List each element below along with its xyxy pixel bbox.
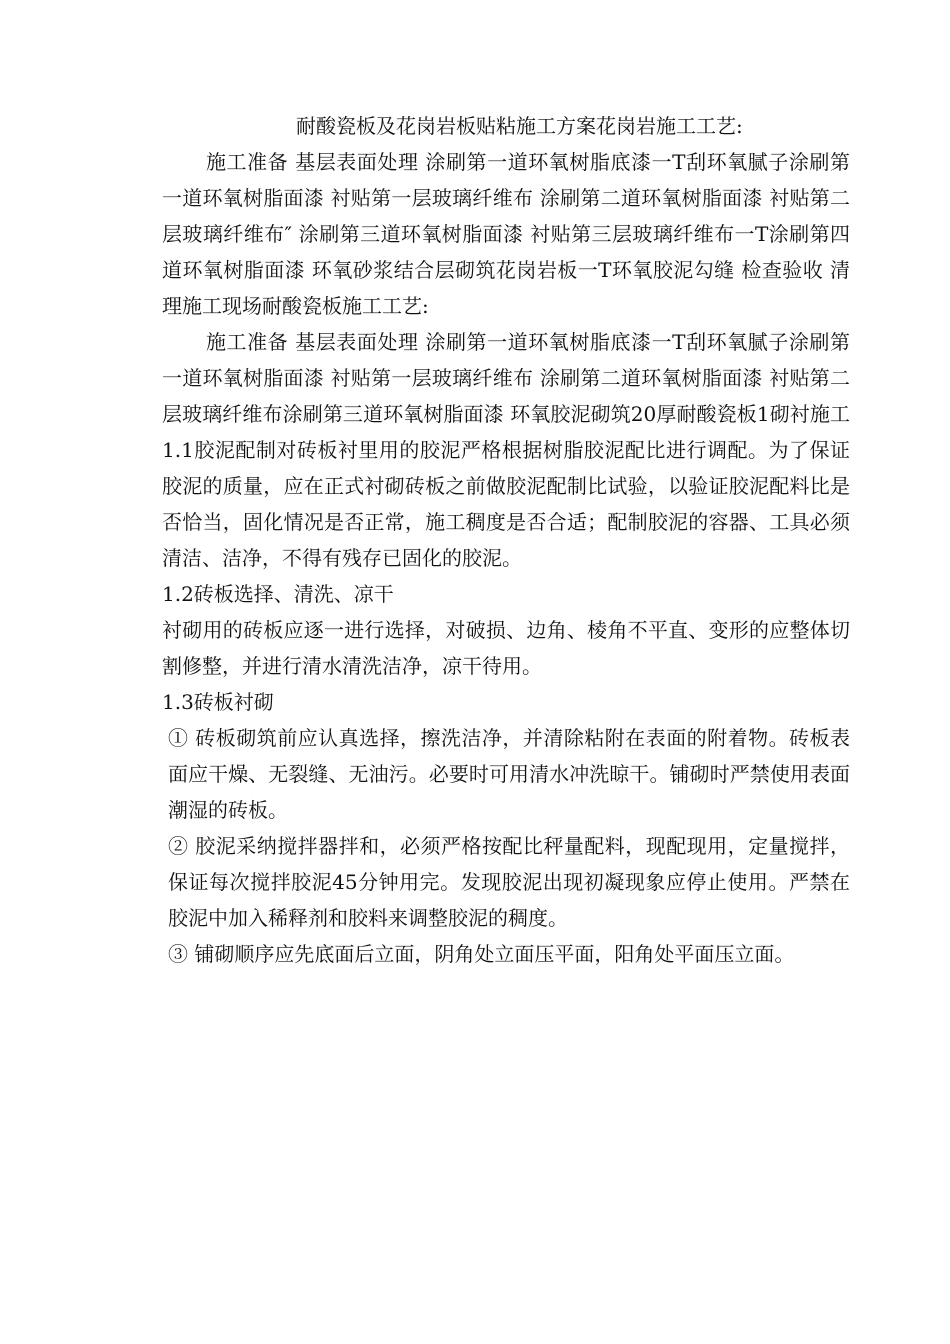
section-body-1-2: 衬砌用的砖板应逐一进行选择，对破损、边角、棱角不平直、变形的应整体切割修整，并进行清水清洗洁净，凉干待用。 bbox=[162, 618, 850, 678]
paragraph-granite-process: 施工准备 基层表面处理 涂刷第一道环氧树脂底漆一T刮环氧腻子涂刷第一道环氧树脂面漆 衬贴第一层玻璃纤维布 涂刷第二道环氧树脂面漆 衬贴第二层玻璃纤维布″ 涂刷第三道环氧树脂面漆 衬贴第三层玻璃纤维布一T涂刷第四道环氧树脂面漆 环氧砂浆结合层砌筑花岗岩板一T环氧胶泥勾缝 检查验收 清理施工现场耐酸瓷板施工工艺: bbox=[162, 150, 850, 318]
document-body bbox=[162, 108, 850, 972]
list-item-2: ② 胶泥采纳搅拌器拌和，必须严格按配比秤量配料，现配现用，定量搅拌，保证每次搅拌胶泥45分钟用完。发现胶泥出现初凝现象应停止使用。严禁在胶泥中加入稀释剂和胶料来调整胶泥的稠度。 bbox=[168, 834, 850, 930]
paragraph-acid-tile-process: 施工准备 基层表面处理 涂刷第一道环氧树脂底漆一T刮环氧腻子涂刷第一道环氧树脂面漆 衬贴第一层玻璃纤维布 涂刷第二道环氧树脂面漆 衬贴第二层玻璃纤维布涂刷第三道环氧树脂面漆 环氧胶泥砌筑20厚耐酸瓷板1砌衬施工1.1胶泥配制对砖板衬里用的胶泥严格根据树脂胶泥配比进行调配。为了保证胶泥的质量，应在正式衬砌砖板之前做胶泥配制比试验，以验证胶泥配料比是否恰当，固化情况是否正常，施工稠度是否合适；配制胶泥的容器、工具必须清洁、洁净，不得有残存已固化的胶泥。 bbox=[162, 330, 850, 570]
list-item-3: ③ 铺砌顺序应先底面后立面，阴角处立面压平面，阳角处平面压立面。 bbox=[168, 942, 795, 966]
section-heading-1-3: 1.3砖板衬砌 bbox=[162, 690, 274, 714]
section-heading-1-2: 1.2砖板选择、清洗、凉干 bbox=[162, 582, 394, 606]
list-item-1: ① 砖板砌筑前应认真选择，擦洗洁净，并清除粘附在表面的附着物。砖板表面应干燥、无裂缝、无油污。必要时可用清水冲洗晾干。铺砌时严禁使用表面潮湿的砖板。 bbox=[168, 726, 850, 822]
document-title: 耐酸瓷板及花岗岩板贴粘施工方案花岗岩施工工艺: bbox=[296, 114, 743, 138]
